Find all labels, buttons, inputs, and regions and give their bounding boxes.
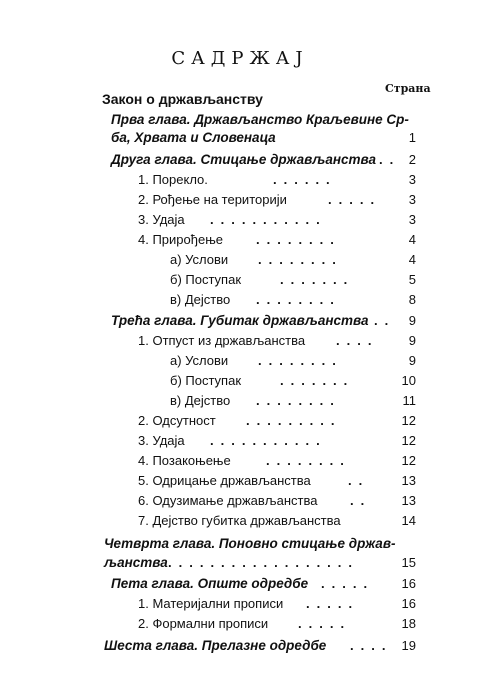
- toc-entry: 1. Материјални прописи ..... 16: [138, 594, 416, 614]
- page-number: 13: [401, 473, 416, 488]
- toc-entry: 3. Удаја ........... 3: [138, 210, 416, 230]
- law-title: Закон о држављанству: [102, 91, 263, 107]
- toc-entry-chapter-5: Пета глава. Опште одредбе ..... 16: [111, 574, 416, 594]
- toc-entry-chapter-4-line-2: љанства .................. 15: [104, 553, 416, 573]
- toc-entry: 1. Отпуст из држављанства .... 9: [138, 331, 416, 351]
- page-number: 3: [408, 192, 416, 207]
- toc-entry: в) Дејство ........ 8: [170, 290, 416, 310]
- page-number: 3: [408, 172, 416, 187]
- toc-entry: 3. Удаја ........... 12: [138, 431, 416, 451]
- toc-entry: 5. Одрицање држављанства .. 13: [138, 471, 416, 491]
- page-number: 12: [401, 413, 416, 428]
- toc-entry: 2. Рођење на територији ..... 3: [138, 190, 416, 210]
- page-number: 3: [408, 212, 416, 227]
- toc-entry: 2. Формални прописи ..... 18: [138, 614, 416, 634]
- page-number: 16: [401, 596, 416, 611]
- page-number: 11: [402, 393, 416, 408]
- page-number: 9: [408, 333, 416, 348]
- toc-entry: 6. Одузимање држављанства .. 13: [138, 491, 416, 511]
- toc-entry: а) Услови ........ 4: [170, 250, 416, 270]
- page-number: 2: [408, 152, 416, 167]
- toc-entry: б) Поступак ....... 10: [170, 371, 416, 391]
- page-number: 8: [408, 292, 416, 307]
- toc-entry-chapter-3: Трећа глава. Губитак држављанства .. 9: [111, 311, 416, 331]
- toc-entry: в) Дејство ........ 11: [170, 391, 416, 411]
- toc-entry: б) Поступак ....... 5: [170, 270, 416, 290]
- toc-entry-chapter-6: Шеста глава. Прелазне одредбе .... 19: [104, 636, 416, 656]
- toc-entry: 2. Одсутност ......... 12: [138, 411, 416, 431]
- page-number: 13: [401, 493, 416, 508]
- toc-entry-chapter-1-line-1: Прва глава. Држављанство Краљевине Ср-: [111, 112, 409, 127]
- page-number: 19: [401, 638, 416, 653]
- toc-entry: 4. Прирођење ........ 4: [138, 230, 416, 250]
- page-number: 9: [408, 353, 416, 368]
- toc-entry: 1. Порекло. ...... 3: [138, 170, 416, 190]
- page-column-label: Страна: [385, 82, 431, 95]
- page-number: 14: [401, 513, 416, 528]
- toc-entry: 4. Позакоњење ........ 12: [138, 451, 416, 471]
- page-number: 10: [401, 373, 416, 388]
- page-number: 5: [408, 272, 416, 287]
- page-number: 16: [401, 576, 416, 591]
- toc-entry: 7. Дејство губитка држављанства 14: [138, 511, 416, 531]
- toc-entry-chapter-4-line-1: Четврта глава. Поновно стицање држав-: [104, 536, 396, 551]
- toc-entry-chapter-1-line-2: ба, Хрвата и Словенаца 1: [111, 128, 416, 148]
- page-number: 15: [401, 555, 416, 570]
- page-number: 12: [401, 453, 416, 468]
- page-title: САДРЖАЈ: [171, 48, 309, 69]
- page-number: 1: [408, 130, 416, 145]
- page-number: 4: [408, 252, 416, 267]
- toc-entry: а) Услови ........ 9: [170, 351, 416, 371]
- page-number: 18: [401, 616, 416, 631]
- page-number: 9: [408, 313, 416, 328]
- page-number: 12: [401, 433, 416, 448]
- toc-entry-chapter-2: Друга глава. Стицање држављанства .. 2: [111, 150, 416, 170]
- page-number: 4: [408, 232, 416, 247]
